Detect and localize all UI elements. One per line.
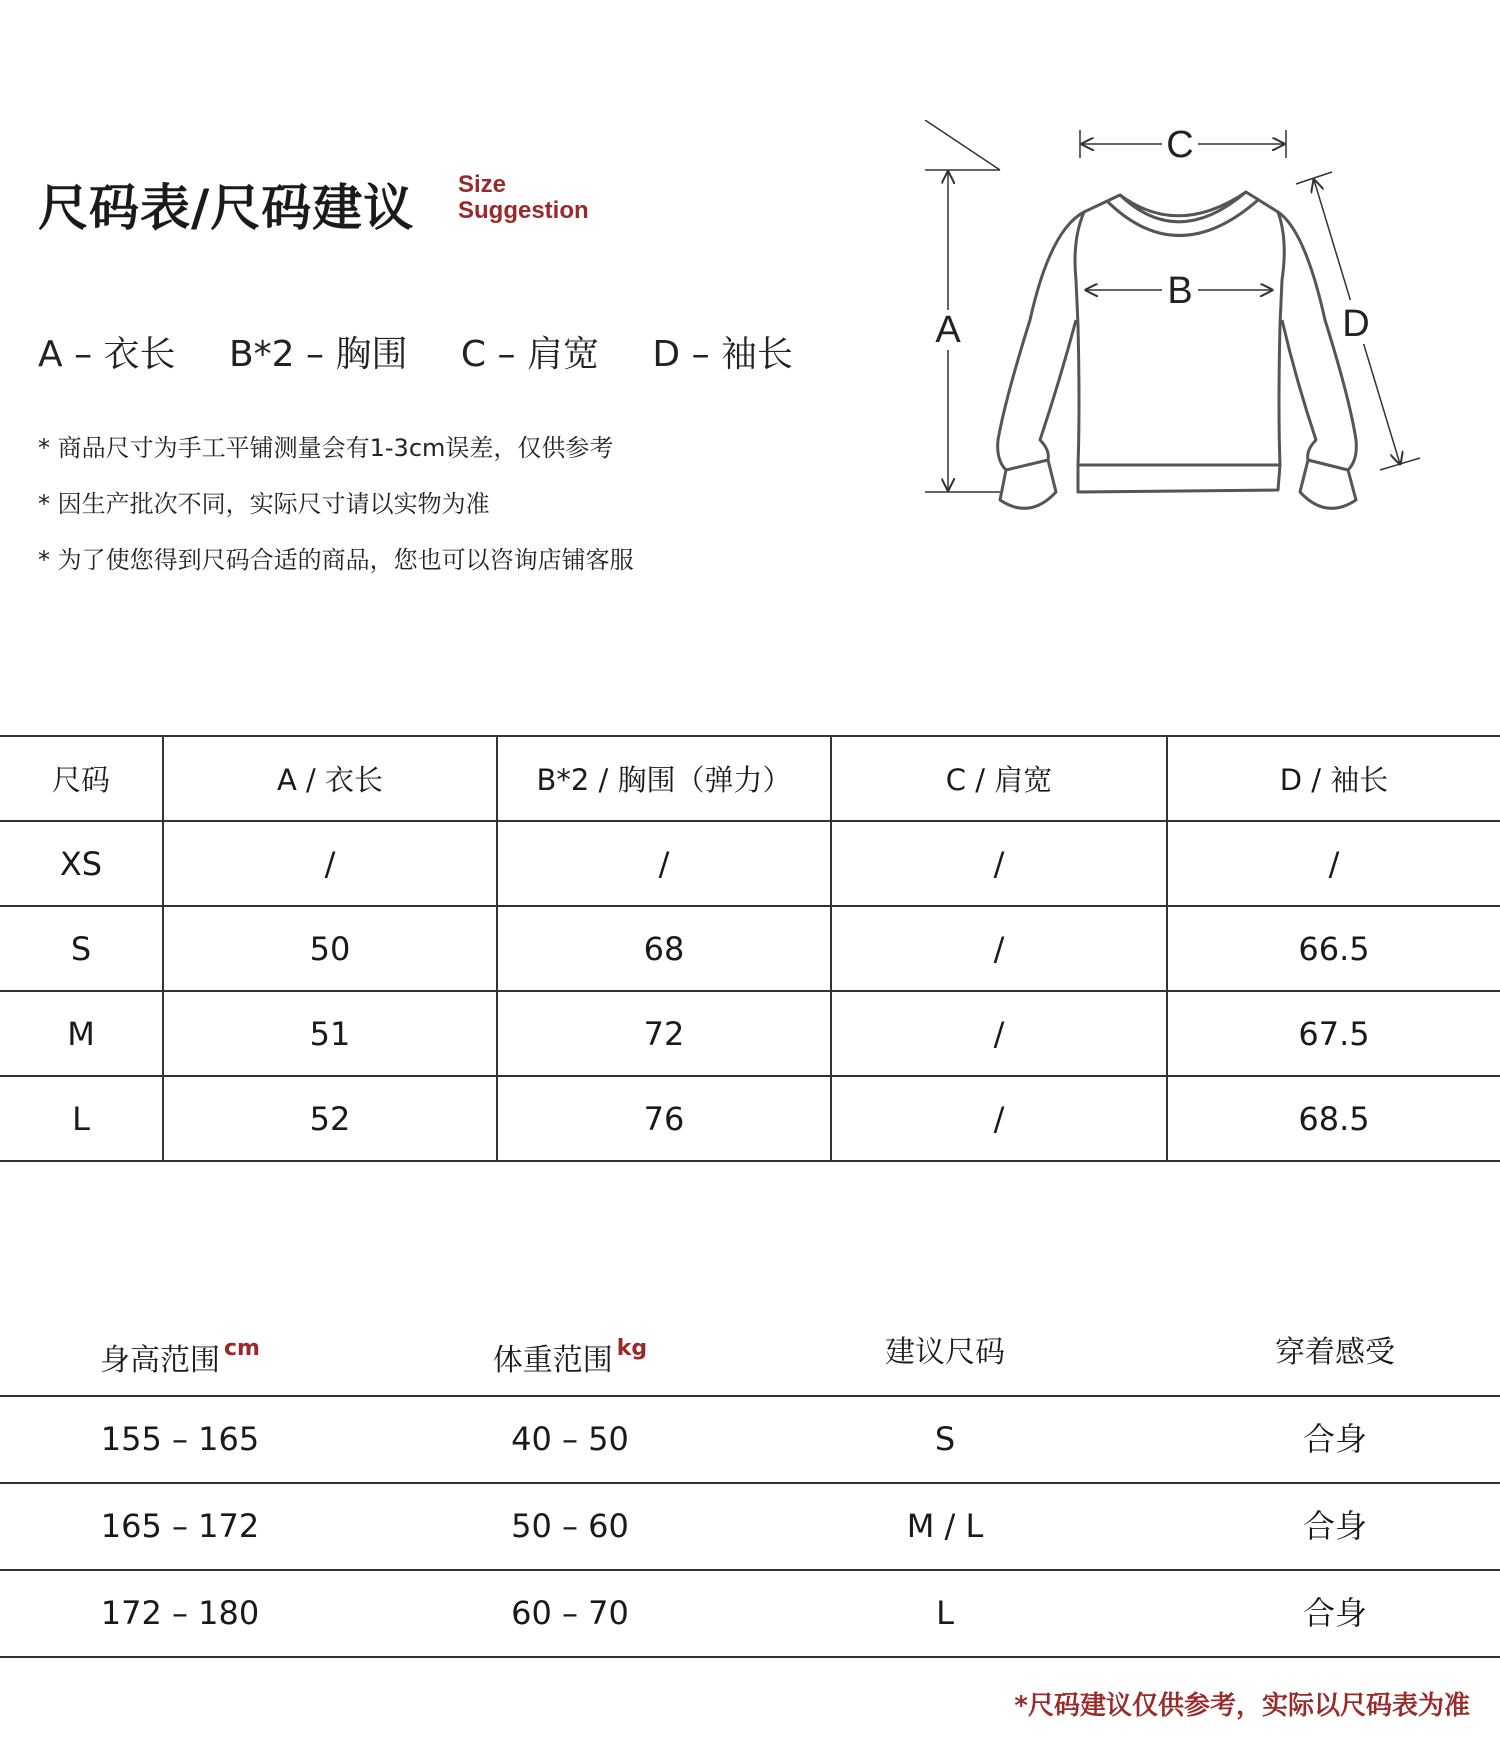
table-cell: / (831, 1076, 1167, 1161)
note-item: * 因生产批次不同，实际尺寸请以实物为准 (38, 490, 490, 518)
header-cell: 建议尺码 (885, 1335, 1005, 1370)
subtitle-line-2: Suggestion (458, 197, 589, 224)
recommendation-table (0, 1310, 1500, 1658)
table-cell: 50 (163, 906, 497, 991)
table-cell: S (0, 906, 163, 991)
size-table (0, 735, 1500, 1162)
table-cell: S (934, 1420, 956, 1458)
table-cell: 76 (497, 1076, 831, 1161)
header-label: 体重范围 (492, 1343, 613, 1378)
table-cell: 72 (497, 991, 831, 1076)
legend-c: C – 肩宽 (460, 334, 599, 375)
unit-cm: cm (224, 1336, 260, 1361)
table-cell: / (163, 821, 497, 906)
header-cell (430, 1310, 710, 1395)
footnote: *尺码建议仅供参考，实际以尺码表为准 (1014, 1691, 1470, 1721)
table-row (0, 1397, 1500, 1484)
table-row (0, 1571, 1500, 1658)
table-cell: / (1167, 821, 1500, 906)
size-table-header (0, 736, 1500, 821)
table-cell: 合身 (1302, 1420, 1367, 1458)
header-cell: A / 衣长 (163, 736, 497, 821)
sweater-outline-icon (998, 192, 1357, 508)
table-cell: / (497, 821, 831, 906)
table-cell: 52 (163, 1076, 497, 1161)
label-d: D (1342, 303, 1370, 345)
header-cell: 穿着感受 (1275, 1335, 1395, 1370)
table-cell: L (936, 1594, 954, 1632)
header-cell: C / 肩宽 (831, 736, 1167, 821)
table-cell: 合身 (1302, 1594, 1367, 1632)
table-cell: 172 – 180 (100, 1594, 260, 1632)
unit-kg: kg (616, 1336, 648, 1361)
table-cell: 50 – 60 (511, 1507, 629, 1545)
table-cell: 165 – 172 (100, 1507, 260, 1545)
table-cell: 67.5 (1167, 991, 1500, 1076)
legend-a: A – 衣长 (38, 334, 176, 375)
table-row (0, 1076, 1500, 1161)
page-title: 尺码表/尺码建议 (38, 179, 415, 237)
table-cell: 51 (163, 991, 497, 1076)
header-cell: 尺码 (0, 736, 163, 821)
table-cell: 40 – 50 (511, 1420, 629, 1458)
table-cell: / (831, 991, 1167, 1076)
table-row (0, 906, 1500, 991)
label-a: A (935, 309, 961, 351)
table-cell: 68.5 (1167, 1076, 1500, 1161)
table-cell: 155 – 165 (100, 1420, 260, 1458)
header-cell: B*2 / 胸围（弹力） (497, 736, 831, 821)
header-cell (40, 1310, 320, 1395)
table-cell: M (0, 991, 163, 1076)
table-cell: M / L (906, 1507, 984, 1545)
measurement-legend (38, 326, 835, 377)
sweater-diagram (900, 120, 1480, 580)
table-row (0, 1484, 1500, 1571)
recommendation-header (0, 1310, 1500, 1397)
table-cell: 合身 (1302, 1507, 1367, 1545)
subtitle-line-1: Size (458, 171, 507, 198)
table-cell: XS (0, 821, 163, 906)
notes-list (38, 420, 634, 588)
table-cell: 66.5 (1167, 906, 1500, 991)
table-cell: / (831, 821, 1167, 906)
legend-d: D – 袖长 (652, 334, 794, 375)
table-cell: / (831, 906, 1167, 991)
header-label: 身高范围 (100, 1343, 221, 1378)
table-row (0, 821, 1500, 906)
label-c: C (1166, 124, 1194, 166)
page-subtitle-en (458, 172, 589, 224)
table-cell: L (0, 1076, 163, 1161)
table-row (0, 991, 1500, 1076)
table-cell: 60 – 70 (511, 1594, 629, 1632)
note-item: * 为了使您得到尺码合适的商品，您也可以咨询店铺客服 (38, 546, 634, 574)
legend-b: B*2 – 胸围 (228, 334, 408, 375)
note-item: * 商品尺寸为手工平铺测量会有1-3cm误差，仅供参考 (38, 434, 614, 462)
label-b: B (1167, 270, 1193, 312)
header-cell: D / 袖长 (1167, 736, 1500, 821)
table-cell: 68 (497, 906, 831, 991)
